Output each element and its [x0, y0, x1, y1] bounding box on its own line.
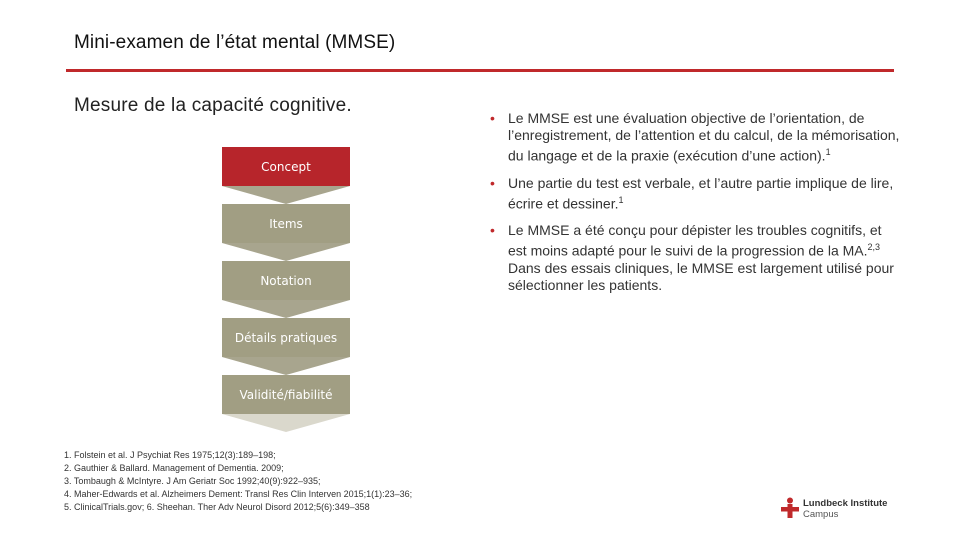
flow-step-label: Concept [222, 147, 350, 186]
lundbeck-logo [780, 497, 900, 521]
flow-step-label: Items [222, 204, 350, 243]
flow-step-items[interactable] [222, 204, 350, 243]
bullet-item [490, 110, 900, 165]
reference-item: 1. Folstein et al. J Psychiat Res 1975;12(3):189–198; [64, 450, 276, 460]
logo-subtext: Campus [803, 509, 839, 520]
reference-item: 5. ClinicalTrials.gov; 6. Sheehan. Ther Adv Neurol Disord 2012;5(6):349–358 [64, 502, 370, 512]
flow-arrow [222, 357, 350, 375]
bullet-text: Le MMSE a été conçu pour dépister les troubles cognitifs, et est moins adapté pour le suivi de la progression de la MA. [508, 222, 882, 259]
flow-arrow [222, 300, 350, 318]
bullet-text: Le MMSE est une évaluation objective de l’orientation, de l’enregistrement, de l’attention et du calcul, de la mémorisation, du langage et de la praxie (exécution d’une action). [508, 110, 900, 164]
slide-subtitle: Mesure de la capacité cognitive. [74, 95, 352, 116]
title-divider [66, 69, 894, 72]
slide-title: Mini-examen de l’état mental (MMSE) [74, 32, 396, 53]
bullet-item [490, 222, 900, 294]
reference-marker: 1 [618, 194, 624, 205]
flow-step-label: Notation [222, 261, 350, 300]
bullet-list [490, 110, 900, 304]
flow-step-label: Détails pratiques [222, 318, 350, 357]
bullet-icon: • [490, 222, 495, 239]
flow-step-validity[interactable] [222, 375, 350, 414]
bullet-icon: • [490, 174, 495, 191]
logo-text: Lundbeck Institute [803, 498, 888, 509]
flow-step-concept[interactable] [222, 147, 350, 186]
bullet-text: Dans des essais cliniques, le MMSE est largement utilisé pour sélectionner les patients. [508, 259, 894, 293]
flow-arrow-end [222, 414, 350, 432]
flow-arrow [222, 186, 350, 204]
bullet-text: Une partie du test est verbale, et l’autre partie implique de lire, écrire et dessiner. [508, 174, 894, 212]
flow-step-label: Validité/fiabilité [222, 375, 350, 414]
references [64, 449, 412, 514]
reference-item: 3. Tombaugh & McIntyre. J Am Geriatr Soc 1992;40(9):922–935; [64, 476, 321, 486]
bullet-item [490, 175, 900, 213]
bullet-icon: • [490, 110, 495, 126]
reference-item: 2. Gauthier & Ballard. Management of Dementia. 2009; [64, 463, 284, 473]
flow-step-notation[interactable] [222, 261, 350, 300]
flow-step-details[interactable] [222, 318, 350, 357]
reference-marker: 1 [825, 147, 831, 157]
flow-arrow [222, 243, 350, 261]
logo-figure-icon [780, 497, 800, 519]
reference-marker: 2,3 [867, 242, 881, 253]
reference-item: 4. Maher-Edwards et al. Alzheimers Dement: Transl Res Clin Interven 2015;1(1):23–36; [64, 489, 413, 499]
